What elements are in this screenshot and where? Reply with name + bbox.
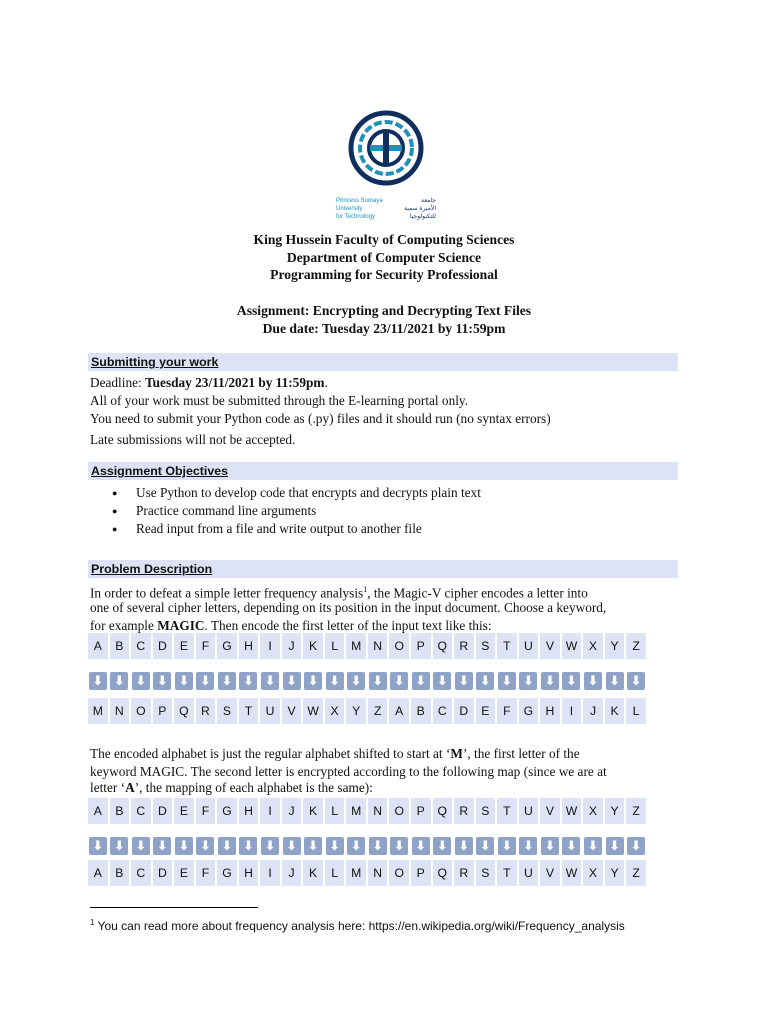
letter-cell: Y — [346, 698, 366, 724]
problem-text: The encoded alphabet is just the regular alphabet shifted to start at ‘ — [90, 746, 451, 761]
letter-cell: O — [389, 798, 409, 824]
keyword: MAGIC — [157, 618, 205, 633]
letter-cell: P — [411, 860, 431, 886]
down-arrow-icon: ⬇ — [455, 837, 473, 855]
letter-cell: W — [562, 798, 582, 824]
letter-cell: E — [174, 860, 194, 886]
arrow-cell — [389, 833, 409, 859]
letter-cell: Y — [605, 860, 625, 886]
footnote-number: 1 — [90, 918, 95, 927]
down-arrow-icon: ⬇ — [562, 672, 580, 690]
arrow-cell — [605, 668, 625, 694]
down-arrow-icon: ⬇ — [283, 837, 301, 855]
letter-cell: V — [540, 798, 560, 824]
letter-cell: N — [368, 633, 388, 659]
course-title: Programming for Security Professional — [270, 267, 498, 282]
letter-cell: F — [196, 798, 216, 824]
letter-cell: H — [540, 698, 560, 724]
problem-paragraph-line: one of several cipher letters, depending on its position in the input document. Choose a keyword, — [90, 600, 607, 615]
footnote-text: You can read more about frequency analysis here: https://en.wikipedia.org/wiki/Frequency_analysis — [94, 919, 625, 933]
down-arrow-icon: ⬇ — [175, 672, 193, 690]
letter-cell: Q — [433, 633, 453, 659]
letter-cell: G — [519, 698, 539, 724]
arrow-cell — [110, 833, 130, 859]
arrow-cell — [562, 668, 582, 694]
down-arrow-icon: ⬇ — [89, 837, 107, 855]
down-arrow-icon: ⬇ — [196, 672, 214, 690]
down-arrow-icon: ⬇ — [283, 672, 301, 690]
down-arrow-icon: ⬇ — [562, 837, 580, 855]
letter-cell: I — [260, 798, 280, 824]
letter-cell: D — [153, 633, 173, 659]
letter-cell: Z — [626, 633, 646, 659]
arrow-cell — [217, 668, 237, 694]
down-arrow-icon: ⬇ — [627, 672, 645, 690]
letter-cell: N — [368, 860, 388, 886]
letter-cell: K — [303, 633, 323, 659]
letter-cell: A — [88, 798, 108, 824]
down-arrow-icon: ⬇ — [89, 672, 107, 690]
letter-cell: R — [454, 798, 474, 824]
letter-cell: W — [562, 633, 582, 659]
letter-cell: P — [411, 633, 431, 659]
arrow-cell — [88, 833, 108, 859]
logo-text-ar-3: للتكنولوجيا — [409, 213, 436, 220]
down-arrow-icon: ⬇ — [412, 672, 430, 690]
arrow-cell — [174, 668, 194, 694]
arrow-cell — [519, 833, 539, 859]
letter-cell: H — [239, 633, 259, 659]
down-arrow-icon: ⬇ — [110, 837, 128, 855]
section-heading-objectives: Assignment Objectives — [88, 462, 678, 480]
footnote-ref: 1 — [363, 585, 368, 594]
down-arrow-icon: ⬇ — [239, 837, 257, 855]
letter-cell: T — [497, 633, 517, 659]
letter-cell: L — [325, 633, 345, 659]
problem-paragraph-line — [90, 779, 680, 797]
letter-cell: V — [540, 860, 560, 886]
letter-cell: I — [562, 698, 582, 724]
alphabet-row-plain-2 — [88, 798, 646, 824]
arrow-cell — [260, 833, 280, 859]
arrow-cell — [217, 833, 237, 859]
letter-cell: N — [110, 698, 130, 724]
arrow-cell — [433, 833, 453, 859]
objectives-list — [112, 484, 672, 538]
letter-cell: H — [239, 860, 259, 886]
footnote — [90, 915, 625, 934]
arrow-cell — [282, 833, 302, 859]
letter-cell: U — [519, 633, 539, 659]
down-arrow-icon: ⬇ — [261, 672, 279, 690]
down-arrow-icon: ⬇ — [606, 672, 624, 690]
arrow-row-2 — [88, 833, 646, 859]
arrow-cell — [239, 833, 259, 859]
letter-cell: K — [303, 860, 323, 886]
letter-cell: I — [260, 860, 280, 886]
arrow-cell — [325, 833, 345, 859]
letter-cell: L — [325, 860, 345, 886]
letter-cell: B — [110, 798, 130, 824]
arrow-cell — [497, 668, 517, 694]
letter-cell: O — [131, 698, 151, 724]
down-arrow-icon: ⬇ — [433, 837, 451, 855]
down-arrow-icon: ⬇ — [218, 672, 236, 690]
letter-cell: S — [476, 860, 496, 886]
letter-cell: Q — [433, 798, 453, 824]
letter-cell: X — [583, 860, 603, 886]
down-arrow-icon: ⬇ — [433, 672, 451, 690]
down-arrow-icon: ⬇ — [347, 672, 365, 690]
down-arrow-icon: ⬇ — [498, 837, 516, 855]
letter-cell: P — [153, 698, 173, 724]
letter-cell: J — [583, 698, 603, 724]
logo-text-ar-2: الأميرة سمية — [404, 205, 436, 212]
arrow-cell — [540, 668, 560, 694]
down-arrow-icon: ⬇ — [455, 672, 473, 690]
arrow-cell — [346, 668, 366, 694]
letter-cell: A — [88, 633, 108, 659]
down-arrow-icon: ⬇ — [304, 837, 322, 855]
letter-cell: R — [196, 698, 216, 724]
letter-cell: Q — [174, 698, 194, 724]
letter-cell: T — [239, 698, 259, 724]
list-item: ● Read input from a file and write output to another file — [112, 520, 672, 538]
letter-cell: X — [583, 798, 603, 824]
arrow-cell — [476, 833, 496, 859]
letter-cell: L — [325, 798, 345, 824]
arrow-cell — [131, 668, 151, 694]
down-arrow-icon: ⬇ — [541, 837, 559, 855]
letter-cell: X — [325, 698, 345, 724]
down-arrow-icon: ⬇ — [218, 837, 236, 855]
down-arrow-icon: ⬇ — [326, 672, 344, 690]
letter-cell: W — [562, 860, 582, 886]
arrow-cell — [282, 668, 302, 694]
problem-paragraph-line: keyword MAGIC. The second letter is encrypted according to the following map (since we are at — [90, 764, 607, 779]
letter-cell: H — [239, 798, 259, 824]
university-logo-icon — [336, 110, 436, 230]
letter-cell: S — [217, 698, 237, 724]
letter-cell: C — [131, 860, 151, 886]
assignment-title: Assignment: Encrypting and Decrypting Text Files — [236, 303, 532, 318]
faculty-title: King Hussein Faculty of Computing Sciences — [253, 232, 515, 247]
keyword-letter: A — [125, 780, 135, 795]
letter-cell: S — [476, 798, 496, 824]
arrow-cell — [583, 833, 603, 859]
letter-cell: Z — [368, 698, 388, 724]
down-arrow-icon: ⬇ — [175, 837, 193, 855]
problem-text: . Then encode the first letter of the input text like this: — [204, 618, 492, 633]
arrow-cell — [626, 833, 646, 859]
logo-text-en-2: University — [336, 206, 363, 212]
arrow-cell — [411, 668, 431, 694]
arrow-cell — [303, 668, 323, 694]
letter-cell: A — [88, 860, 108, 886]
letter-cell: C — [131, 798, 151, 824]
arrow-cell — [583, 668, 603, 694]
letter-cell: Y — [605, 633, 625, 659]
letter-cell: E — [174, 633, 194, 659]
down-arrow-icon: ⬇ — [261, 837, 279, 855]
arrow-cell — [303, 833, 323, 859]
letter-cell: J — [282, 798, 302, 824]
letter-cell: C — [131, 633, 151, 659]
letter-cell: O — [389, 633, 409, 659]
letter-cell: R — [454, 860, 474, 886]
letter-cell: F — [196, 860, 216, 886]
section-heading-problem: Problem Description — [88, 560, 678, 578]
letter-cell: N — [368, 798, 388, 824]
letter-cell: D — [153, 860, 173, 886]
arrow-cell — [153, 668, 173, 694]
problem-text: In order to defeat a simple letter frequency analysis — [90, 585, 364, 601]
letter-cell: M — [88, 698, 108, 724]
logo-text-en-1: Princess Sumaya — [336, 198, 383, 204]
letter-cell: L — [626, 698, 646, 724]
letter-cell: Z — [626, 798, 646, 824]
down-arrow-icon: ⬇ — [519, 672, 537, 690]
section-heading-submitting: Submitting your work — [88, 353, 678, 371]
down-arrow-icon: ⬇ — [369, 837, 387, 855]
letter-cell: K — [303, 798, 323, 824]
down-arrow-icon: ⬇ — [541, 672, 559, 690]
deadline-label: Deadline: — [90, 375, 146, 390]
arrow-cell — [626, 668, 646, 694]
arrow-row-1 — [88, 668, 646, 694]
list-item: ● Practice command line arguments — [112, 502, 672, 520]
down-arrow-icon: ⬇ — [304, 672, 322, 690]
letter-cell: T — [497, 798, 517, 824]
deadline-value: Tuesday 23/11/2021 by 11:59pm — [145, 375, 325, 390]
arrow-cell — [411, 833, 431, 859]
letter-cell: R — [454, 633, 474, 659]
logo-text-en-3: for Technology — [336, 214, 375, 220]
letter-cell: A — [389, 698, 409, 724]
down-arrow-icon: ⬇ — [132, 837, 150, 855]
letter-cell: Y — [605, 798, 625, 824]
letter-cell: T — [497, 860, 517, 886]
arrow-cell — [325, 668, 345, 694]
arrow-cell — [605, 833, 625, 859]
arrow-cell — [497, 833, 517, 859]
alphabet-row-plain-1 — [88, 633, 646, 659]
letter-cell: Q — [433, 860, 453, 886]
deadline-end: . — [324, 375, 328, 390]
down-arrow-icon: ⬇ — [390, 672, 408, 690]
down-arrow-icon: ⬇ — [132, 672, 150, 690]
down-arrow-icon: ⬇ — [369, 672, 387, 690]
arrow-cell — [174, 833, 194, 859]
arrow-cell — [260, 668, 280, 694]
letter-cell: E — [476, 698, 496, 724]
letter-cell: U — [519, 798, 539, 824]
due-date-title: Due date: Tuesday 23/11/2021 by 11:59pm — [262, 321, 506, 336]
university-logo — [336, 110, 436, 230]
down-arrow-icon: ⬇ — [476, 672, 494, 690]
arrow-cell — [368, 833, 388, 859]
letter-cell: O — [389, 860, 409, 886]
letter-cell: B — [110, 633, 130, 659]
letter-cell: S — [476, 633, 496, 659]
down-arrow-icon: ⬇ — [627, 837, 645, 855]
down-arrow-icon: ⬇ — [153, 672, 171, 690]
letter-cell: D — [153, 798, 173, 824]
down-arrow-icon: ⬇ — [196, 837, 214, 855]
down-arrow-icon: ⬇ — [498, 672, 516, 690]
letter-cell: B — [411, 698, 431, 724]
down-arrow-icon: ⬇ — [110, 672, 128, 690]
letter-cell: J — [282, 633, 302, 659]
problem-text: for example — [90, 618, 158, 633]
down-arrow-icon: ⬇ — [390, 837, 408, 855]
arrow-cell — [88, 668, 108, 694]
alphabet-row-shift-a — [88, 860, 646, 886]
arrow-cell — [196, 833, 216, 859]
down-arrow-icon: ⬇ — [476, 837, 494, 855]
arrow-cell — [433, 668, 453, 694]
letter-cell: U — [260, 698, 280, 724]
problem-text: ’, the first letter of the — [462, 746, 580, 761]
letter-cell: G — [217, 633, 237, 659]
problem-text: ’, the mapping of each alphabet is the same): — [134, 780, 373, 795]
submission-line: You need to submit your Python code as (.py) files and it should run (no syntax errors) — [90, 411, 551, 426]
submission-line: All of your work must be submitted through the E-learning portal only. — [90, 393, 469, 408]
letter-cell: C — [433, 698, 453, 724]
letter-cell: I — [260, 633, 280, 659]
logo-text-ar-1: جامعة — [421, 197, 436, 204]
problem-text: letter ‘ — [90, 780, 126, 795]
arrow-cell — [110, 668, 130, 694]
list-item: ● Use Python to develop code that encrypts and decrypts plain text — [112, 484, 672, 502]
arrow-cell — [346, 833, 366, 859]
footnote-separator — [90, 907, 258, 908]
letter-cell: F — [196, 633, 216, 659]
arrow-cell — [454, 833, 474, 859]
arrow-cell — [476, 668, 496, 694]
problem-text: , the Magic-V cipher encodes a letter into — [367, 585, 588, 601]
arrow-cell — [519, 668, 539, 694]
arrow-cell — [196, 668, 216, 694]
letter-cell: U — [519, 860, 539, 886]
arrow-cell — [540, 833, 560, 859]
letter-cell: Z — [626, 860, 646, 886]
letter-cell: M — [346, 633, 366, 659]
department-title: Department of Computer Science — [286, 250, 482, 265]
down-arrow-icon: ⬇ — [412, 837, 430, 855]
letter-cell: J — [282, 860, 302, 886]
down-arrow-icon: ⬇ — [584, 672, 602, 690]
letter-cell: M — [346, 860, 366, 886]
down-arrow-icon: ⬇ — [347, 837, 365, 855]
letter-cell: X — [583, 633, 603, 659]
letter-cell: E — [174, 798, 194, 824]
arrow-cell — [131, 833, 151, 859]
arrow-cell — [153, 833, 173, 859]
letter-cell: M — [346, 798, 366, 824]
letter-cell: P — [411, 798, 431, 824]
down-arrow-icon: ⬇ — [519, 837, 537, 855]
down-arrow-icon: ⬇ — [153, 837, 171, 855]
down-arrow-icon: ⬇ — [326, 837, 344, 855]
arrow-cell — [562, 833, 582, 859]
letter-cell: W — [303, 698, 323, 724]
letter-cell: V — [282, 698, 302, 724]
letter-cell: G — [217, 798, 237, 824]
letter-cell: V — [540, 633, 560, 659]
letter-cell: D — [454, 698, 474, 724]
alphabet-row-shift-m — [88, 698, 646, 724]
letter-cell: K — [605, 698, 625, 724]
down-arrow-icon: ⬇ — [239, 672, 257, 690]
down-arrow-icon: ⬇ — [606, 837, 624, 855]
keyword-letter: M — [450, 746, 463, 761]
arrow-cell — [454, 668, 474, 694]
arrow-cell — [389, 668, 409, 694]
letter-cell: G — [217, 860, 237, 886]
letter-cell: F — [497, 698, 517, 724]
submission-line: Late submissions will not be accepted. — [90, 432, 296, 447]
problem-paragraph-line — [90, 745, 680, 763]
deadline-line — [90, 374, 680, 392]
letter-cell: B — [110, 860, 130, 886]
arrow-cell — [239, 668, 259, 694]
arrow-cell — [368, 668, 388, 694]
down-arrow-icon: ⬇ — [584, 837, 602, 855]
